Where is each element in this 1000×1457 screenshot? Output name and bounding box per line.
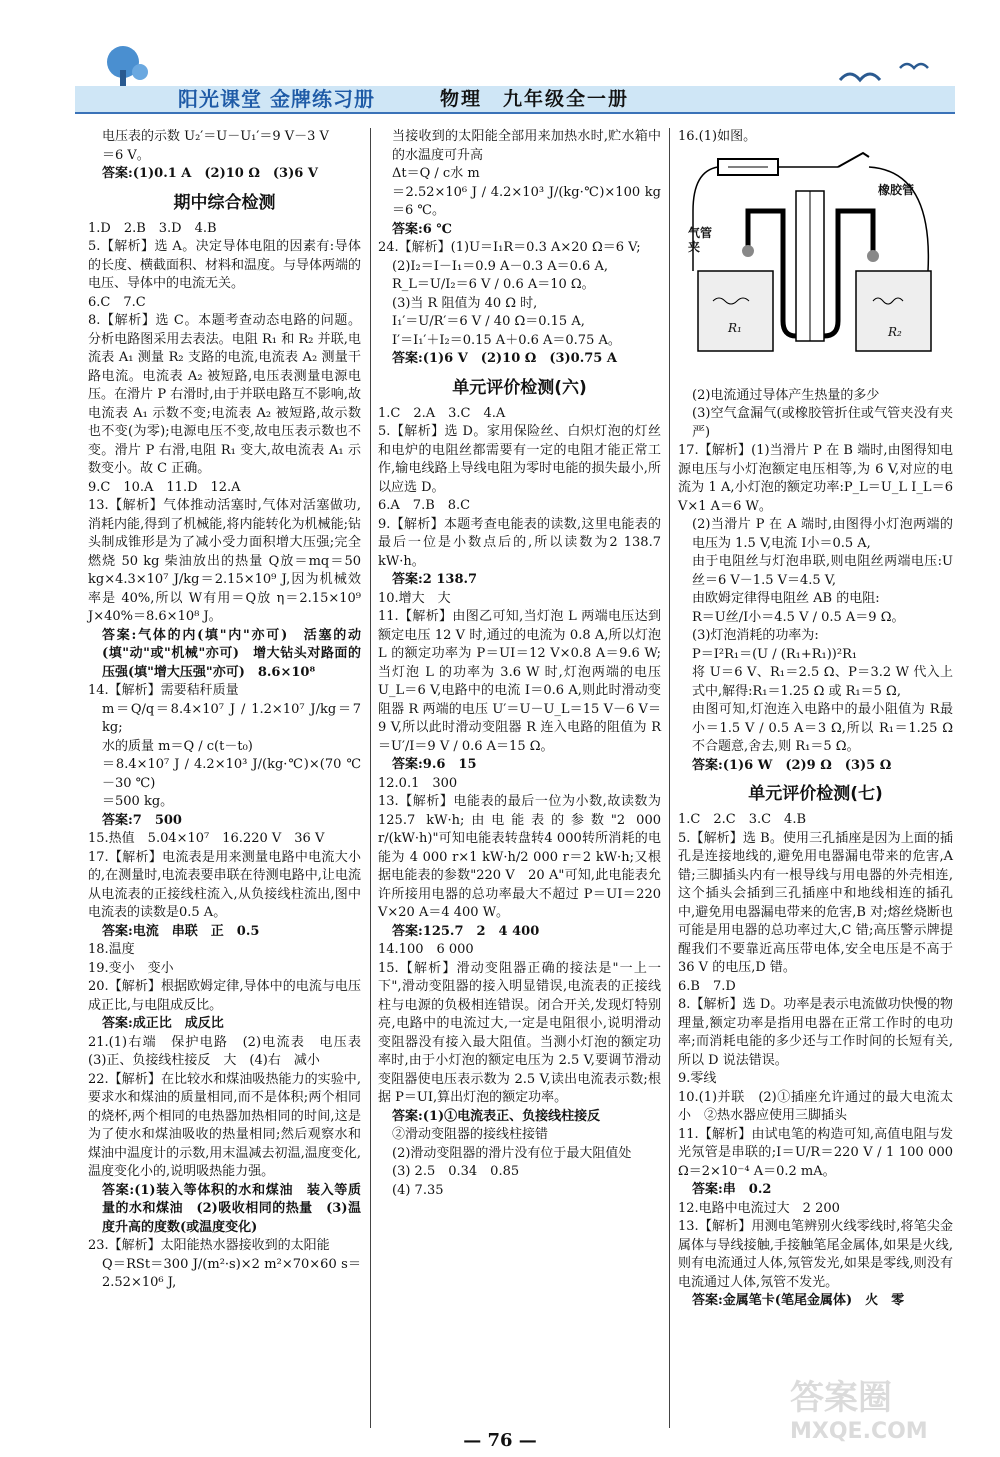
column-divider bbox=[669, 128, 670, 1428]
text-line: 水的质量 m＝Q / c(t－t₀) bbox=[102, 738, 253, 754]
column-middle bbox=[378, 128, 661, 1200]
answer-line: 答案:(1)①电流表正、负接线柱接反 bbox=[392, 1108, 601, 1124]
text-line: (3)灯泡消耗的功率为: bbox=[692, 628, 819, 643]
section-title: 单元评价检测(六) bbox=[452, 377, 587, 398]
text-line: 1.C 2.A 3.C 4.A bbox=[378, 405, 506, 421]
text-line: (2)I₂＝I－I₁＝0.9 A－0.3 A＝0.6 A, bbox=[392, 258, 608, 274]
text-line: Q＝RSt＝300 J/(m²·s)×2 m²×70×60 s＝2.52×10⁶ J, bbox=[102, 1256, 361, 1290]
text-line: Δt＝Q / c水 m bbox=[392, 166, 480, 181]
answer-line: 答案:成正比 成反比 bbox=[102, 1016, 224, 1031]
text-line: 13.【解析】用测电笔辨别火线零线时,将笔尖金属体与导线接触,手接触笔尾金属体,如果是火线,则有电流通过人体,氖管发光,如果是零线,则没有电流通过人体,氖管不发光。 bbox=[678, 1219, 953, 1290]
text-line: 1.C 2.C 3.C 4.B bbox=[678, 812, 807, 827]
text-line: (2)当滑片 P 在 A 端时,由图得小灯泡两端的电压为 1.5 V,电流 I小＝0.5 A, bbox=[692, 517, 953, 551]
text-line: 20.【解析】根据欧姆定律,导体中的电流与电压成正比,与电阻成反比。 bbox=[88, 979, 361, 1013]
text-line: 19.变小 变小 bbox=[88, 960, 174, 976]
watermark-site: MXQE.COM bbox=[790, 1419, 928, 1444]
text-line: 11.【解析】由图乙可知,当灯泡 L 两端电压达到额定电压 12 V 时,通过的电流为 0.8 A,所以灯泡 L 的额定功率为 P＝UI＝12 V×0.8 A＝9.6 W;当灯泡 L 的功率为 3.6 W 时,灯泡两端的电压 U_L＝6 V,电路中的电流 I＝0.6 A,则此时滑动变阻器 R 两端的电压 U′＝U－U_L＝15 V－6 V＝9 V,所以此时滑动变阻器 R 连入电路的阻值为 R＝U′/I＝9 V / 0.6 A＝15 Ω。 bbox=[378, 609, 661, 754]
answer-line: 答案:9.6 15 bbox=[392, 757, 477, 772]
text-line: 8.【解析】选 C。本题考查动态电路的问题。分析电路图采用去表法。电阻 R₁ 和 R₂ 并联,电流表 A₁ 测量 R₂ 支路的电流,电流表 A₂ 测量干路电流。电流表 A₂ 被短路,电压表测量电源电压。在滑片 P 右滑时,由于并联电路互不影响,故电流表 A₁ 示数不变;电流表 A₂ 被短路,故示数也不变(为零);电源电压不变,故电压表示数也不变。滑片 P 右滑,电阻 R₁ 变大,故电流表 A₁ 示数变小。故 C 正确。 bbox=[88, 313, 361, 476]
text-line: 10.增大 大 bbox=[378, 590, 451, 606]
text-line: (2)电流通过导体产生热量的多少 bbox=[692, 387, 880, 403]
text-line: 13.【解析】气体推动活塞时,气体对活塞做功,消耗内能,得到了机械能,将内能转化为机械能;钻头制成锥形是为了减小受力面积增大压强;完全燃烧 50 kg 柴油放出的热量 Q放＝mq＝50 kg×4.3×10⁷ J/kg＝2.15×10⁹ J,因为机械效率是 40%,所以 W有用＝Q放 η＝2.15×10⁹ J×40%＝8.6×10⁸ J。 bbox=[88, 498, 361, 624]
label-air-clamp: 气管夹 bbox=[688, 225, 713, 254]
text-line: 17.【解析】电流表是用来测量电路中电流大小的,在测量时,电流表要串联在待测电路中,让电流从电流表的正接线柱流入,从负接线柱流出,图中电流表的读数是0.5 A。 bbox=[88, 849, 361, 920]
label-rubber-tube: 橡胶管 bbox=[878, 182, 915, 197]
text-line: 1.D 2.B 3.D 4.B bbox=[88, 220, 217, 236]
text-line: P＝I²R₁＝(U / (R₁+R₁))²R₁ bbox=[692, 646, 858, 662]
text-line: 9.零线 bbox=[678, 1071, 717, 1086]
text-line: ＝8.4×10⁷ J / 4.2×10³ J/(kg·℃)×(70 ℃－30 ℃) bbox=[102, 757, 361, 791]
text-line: (3)当 R 阻值为 40 Ω 时, bbox=[392, 295, 538, 311]
text-line: ＝500 kg。 bbox=[102, 794, 174, 809]
text-line: (3) 2.5 0.34 0.85 bbox=[392, 1164, 520, 1179]
section-title: 单元评价检测(七) bbox=[748, 784, 883, 804]
text-line: 14.100 6 000 bbox=[378, 942, 474, 957]
text-line: 10.(1)并联 (2)①插座允许通过的最大电流太小 ②热水器应使用三脚插头 bbox=[678, 1089, 953, 1123]
text-line: ②滑动变阻器的接线柱接错 bbox=[392, 1127, 549, 1142]
text-line: 14.【解析】需要秸秆质量 bbox=[88, 683, 239, 698]
section-title: 期中综合检测 bbox=[173, 192, 276, 213]
birds-decoration-icon bbox=[830, 50, 940, 90]
text-line: 23.【解析】太阳能热水器接收到的太阳能 bbox=[88, 1238, 330, 1253]
text-line: 6.C 7.C bbox=[88, 294, 146, 310]
watermark bbox=[790, 1370, 970, 1450]
text-line: 12.0.1 300 bbox=[378, 775, 458, 791]
text-line: 21.(1)右端 保护电路 (2)电流表 电压表 (3)正、负接线柱接反 大 (4)右 减小 bbox=[88, 1034, 375, 1068]
answer-line: 答案:(1)0.1 A (2)10 Ω (3)6 V bbox=[102, 166, 318, 181]
text-line: (2)滑动变阻器的滑片没有位于最大阻值处 bbox=[392, 1145, 632, 1161]
text-line: (3)空气盒漏气(或橡胶管折住或气管夹没有夹严) bbox=[692, 406, 953, 440]
tree-decoration-icon bbox=[95, 42, 155, 92]
watermark-text: 答案圈 bbox=[790, 1378, 892, 1418]
text-line: 24.【解析】(1)U＝I₁R＝0.3 A×20 Ω＝6 V; bbox=[378, 240, 641, 255]
text-line: (4) 7.35 bbox=[392, 1182, 444, 1198]
text-line: 11.【解析】由试电笔的构造可知,高值电阻与发光氖管是串联的;I＝U/R＝220 V / 1 100 000 Ω＝2×10⁻⁴ A＝0.2 mA。 bbox=[678, 1126, 953, 1179]
page-header bbox=[0, 0, 1000, 125]
page-number: — 76 — bbox=[463, 1430, 537, 1451]
text-line: 5.【解析】选 A。决定导体电阻的因素有:导体的长度、横截面积、材料和温度。与导体两端的电压、导体中的电流无关。 bbox=[88, 239, 362, 291]
text-line: 电压表的示数 U₂′＝U－U₁′＝9 V－3 V bbox=[102, 129, 329, 144]
answer-line: 答案:2 138.7 bbox=[392, 572, 478, 587]
text-line: 将 U＝6 V、R₁＝2.5 Ω、P＝3.2 W 代入上式中,解得:R₁＝1.25 Ω 或 R₁＝5 Ω, bbox=[692, 665, 953, 699]
text-line: R_L＝U/I₂＝6 V / 0.6 A＝10 Ω。 bbox=[392, 277, 595, 292]
text-line: I₁′＝U/R′＝6 V / 40 Ω＝0.15 A, bbox=[392, 314, 585, 329]
text-line: 16.(1)如图。 bbox=[678, 129, 757, 144]
text-line: 15.热值 5.04×10⁷ 16.220 V 36 V bbox=[88, 831, 325, 846]
text-line: 18.温度 bbox=[88, 942, 135, 957]
text-line: 由图可知,灯泡连入电路中的最小阻值为 R最小＝1.5 V / 0.5 A＝3 Ω,所以 R₁＝1.25 Ω 不合题意,舍去,则 R₁＝5 Ω。 bbox=[692, 702, 953, 754]
subject-title: 物理 九年级全一册 bbox=[440, 88, 630, 110]
text-line: 15.【解析】滑动变阻器正确的接法是"一上一下",滑动变阻器的接入明显错误,电流表的正接线柱与电源的负极相连错误。闭合开关,发现灯特别亮,电路中的电流过大,一定是电阻很小,说明滑动变阻器没有接入最大阻值。当测小灯泡的额定功率时,由于小灯泡的额定电压为 2.5 V,要调节滑动变阻器使电压表示数为 2.5 V,读出电流表示数;根据 P＝UI,算出灯泡的额定功率。 bbox=[378, 960, 661, 1105]
text-line: 6.B 7.D bbox=[678, 978, 736, 994]
text-line: ＝2.52×10⁶ J / 4.2×10³ J/(kg·℃)×100 kg＝6 ℃。 bbox=[392, 184, 661, 218]
answer-line: 答案:7 500 bbox=[102, 812, 182, 828]
text-line: 13.【解析】电能表的最后一位为小数,故读数为 125.7 kW·h;由电能表的参数"2 000 r/(kW·h)"可知电能表转盘转4 000转所消耗的电能为 4 000 r×1 kW·h/2 000 r＝2 kW·h;又根据电能表的参数"220 V 20 A"可知,此电能表允许所接用电器的总功率最大不超过 P＝UI＝220 V×20 A＝4 400 W。 bbox=[378, 794, 661, 920]
circuit-figure bbox=[688, 151, 938, 381]
column-right bbox=[678, 128, 953, 1311]
text-line: 9.C 10.A 11.D 12.A bbox=[88, 479, 241, 495]
answer-line: 答案:金属笔卡(笔尾金属体) 火 零 bbox=[692, 1293, 905, 1308]
brand-title: 阳光课堂 金牌练习册 bbox=[178, 87, 375, 111]
answer-line: 答案:(1)6 V (2)10 Ω (3)0.75 A bbox=[392, 351, 617, 366]
text-line: 17.【解析】(1)当滑片 P 在 B 端时,由图得知电源电压与小灯泡额定电压相等,为 6 V,对应的电流为 1 A,小灯泡的额定功率:P_L＝U_L I_L＝6 V×1 A＝6 W。 bbox=[678, 443, 953, 514]
answer-line: 答案:(1)装入等体积的水和煤油 装入等质量的水和煤油 (2)吸收相同的热量 (3)温度升高的度数(或温度变化) bbox=[102, 1182, 361, 1235]
text-line: 5.【解析】选 D。家用保险丝、白炽灯泡的灯丝和电炉的电阻丝都需要有一定的电阻才能正常工作,输电线路上导线电阻为零时电能的损失最小,所以应选 D。 bbox=[378, 424, 661, 495]
answer-line: 答案:6 ℃ bbox=[392, 221, 452, 237]
text-line: 9.【解析】本题考查电能表的读数,这里电能表的最后一位是小数点后的,所以读数为2 138.7 kW·h。 bbox=[378, 516, 661, 569]
text-line: 由于电阻丝与灯泡串联,则电阻丝两端电压:U丝＝6 V－1.5 V＝4.5 V, bbox=[692, 554, 953, 588]
text-line: 12.电路中电流过大 2 200 bbox=[678, 1200, 840, 1216]
text-line: 当接收到的太阳能全部用来加热水时,贮水箱中的水温度可升高 bbox=[392, 129, 661, 163]
answer-line: 答案:串 0.2 bbox=[692, 1182, 772, 1197]
answer-line: 答案:125.7 2 4 400 bbox=[392, 923, 540, 939]
answer-line: 答案:电流 串联 正 0.5 bbox=[102, 923, 260, 939]
text-line: 由欧姆定律得电阻丝 AB 的电阻: bbox=[692, 591, 880, 606]
label-r2: R₂ bbox=[888, 324, 902, 339]
text-line: 5.【解析】选 B。使用三孔插座是因为上面的插孔是连接地线的,避免用电器漏电带来的危害,A 错;三脚插头内有一根导线与用电器的外壳相连,这个插头会插到三孔插座中和地线相连的插孔中,避免用电器漏电带来的危害,B 对;熔丝烧断也可能是用电器的总功率过大,C 错;高压警示牌提醒我们不要靠近高压带电体,安全电压是不高于 36 V 的电压,D 错。 bbox=[678, 830, 953, 975]
text-line: m＝Q/q＝8.4×10⁷ J / 1.2×10⁷ J/kg＝7 kg; bbox=[102, 701, 361, 735]
column-left bbox=[88, 128, 375, 1293]
answer-line: 答案:(1)6 W (2)9 Ω (3)5 Ω bbox=[692, 757, 892, 773]
answer-line: 答案:气体的内(填"内"亦可) 活塞的动(填"动"或"机械"亦可) 增大钻头对路面的压强(填"增大压强"亦可) 8.6×10⁸ bbox=[102, 627, 361, 680]
text-line: 8.【解析】选 D。功率是表示电流做功快慢的物理量,额定功率是指用电器在正常工作时的电功率;而消耗电能的多少还与工作时间的长短有关,所以 D 说法错误。 bbox=[678, 997, 953, 1068]
text-line: I′＝I₁′＋I₂＝0.15 A＋0.6 A＝0.75 A。 bbox=[392, 332, 621, 348]
text-line: R＝U丝/I小＝4.5 V / 0.5 A＝9 Ω。 bbox=[692, 609, 905, 625]
text-line: ＝6 V。 bbox=[102, 147, 150, 163]
text-line: 6.A 7.B 8.C bbox=[378, 498, 471, 513]
label-r1: R₁ bbox=[728, 320, 742, 335]
text-line: 22.【解析】在比较水和煤油吸热能力的实验中,要求水和煤油的质量相同,而不是体积;两个相同的烧杯,两个相同的电热器加热相同的时间,这是为了使水和煤油吸收的热量相同;然后观察水和煤油中温度计的示数,用末温减去初温,温度变化,温度变化小的,说明吸热能力强。 bbox=[88, 1071, 361, 1179]
column-divider bbox=[370, 128, 371, 1428]
